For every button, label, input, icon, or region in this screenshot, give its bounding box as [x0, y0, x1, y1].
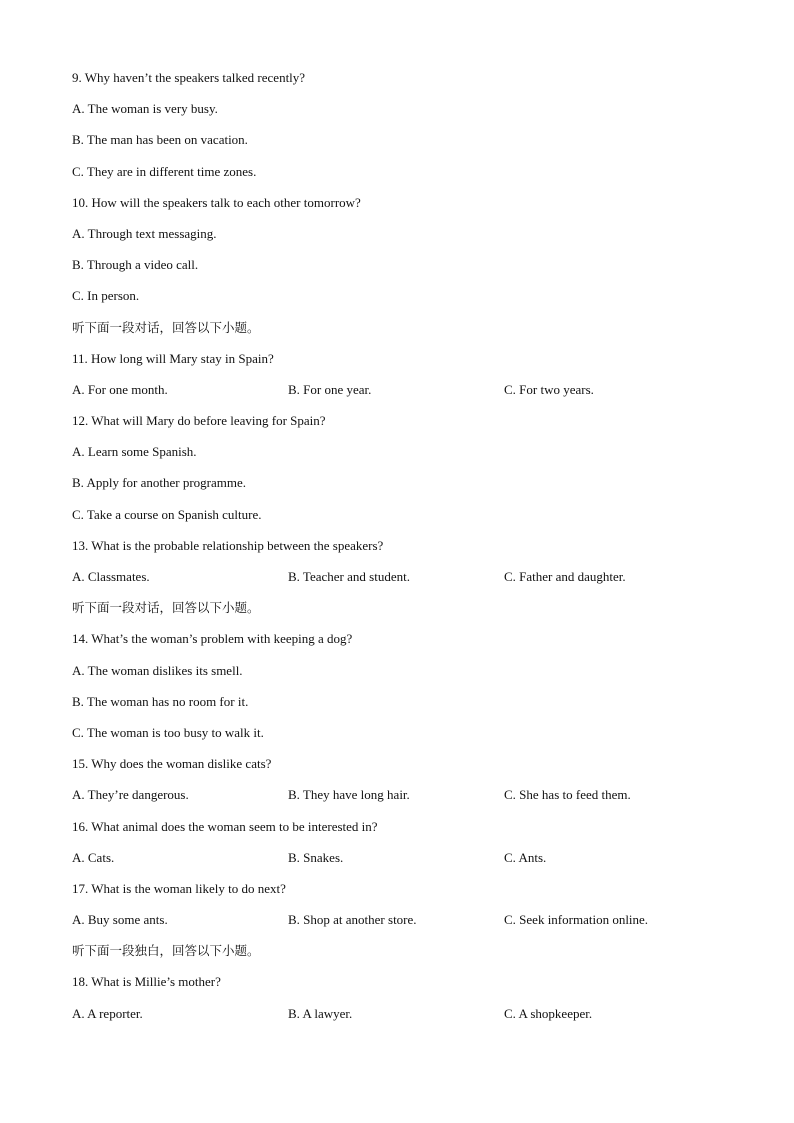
option-15a: A. They’re dangerous. [72, 787, 189, 803]
option-9a: A. The woman is very busy. [72, 101, 218, 117]
option-14c: C. The woman is too busy to walk it. [72, 724, 264, 740]
option-13a: A. Classmates. [72, 569, 150, 584]
option-10b: B. Through a video call. [72, 257, 199, 273]
option-15c: C. She has to feed them. [504, 787, 631, 803]
question-9: 9. Why haven’t the speakers talked recently? [72, 70, 306, 85]
option-9b: B. The man has been on vacation. [72, 132, 248, 148]
option-10c: C. In person. [72, 288, 140, 304]
option-17b: B. Shop at another store. [288, 912, 417, 928]
options-17 [72, 904, 732, 935]
option-13c: C. Father and daughter. [504, 569, 626, 584]
section-instruction: 听下面一段对话，回答以下小题。 [72, 319, 260, 335]
option-18b: B. A lawyer. [288, 1005, 353, 1021]
option-18a: A. A reporter. [72, 1005, 143, 1021]
options-15 [72, 779, 732, 810]
question-12: 12. What will Mary do before leaving for Spain? [72, 413, 326, 429]
question-18: 18. What is Millie’s mother? [72, 974, 221, 990]
option-13b: B. Teacher and student. [288, 569, 410, 584]
option-18c: C. A shopkeeper. [504, 1005, 593, 1021]
section-instruction: 听下面一段独白，回答以下小题。 [72, 943, 260, 959]
question-17: 17. What is the woman likely to do next? [72, 880, 286, 896]
question-16: 16. What animal does the woman seem to be interested in? [72, 818, 378, 834]
exam-page [72, 62, 732, 1029]
question-13: 13. What is the probable relationship between the speakers? [72, 537, 384, 553]
question-14: 14. What’s the woman’s problem with keeping a dog? [72, 631, 353, 647]
option-12c: C. Take a course on Spanish culture. [72, 506, 262, 522]
option-11b: B. For one year. [288, 381, 372, 397]
option-17c: C. Seek information online. [504, 912, 649, 928]
options-13 [72, 561, 732, 592]
options-18 [72, 998, 732, 1029]
option-9c: C. They are in different time zones. [72, 163, 257, 179]
question-10: 10. How will the speakers talk to each other tomorrow? [72, 194, 361, 210]
option-16b: B. Snakes. [288, 849, 344, 865]
option-11a: A. For one month. [72, 381, 168, 397]
option-12a: A. Learn some Spanish. [72, 444, 197, 460]
option-16c: C. Ants. [504, 849, 547, 865]
question-11: 11. How long will Mary stay in Spain? [72, 350, 274, 366]
option-14b: B. The woman has no room for it. [72, 693, 249, 709]
section-instruction: 听下面一段对话，回答以下小题。 [72, 600, 260, 616]
option-10a: A. Through text messaging. [72, 225, 217, 241]
option-12b: B. Apply for another programme. [72, 475, 247, 491]
option-14a: A. The woman dislikes its smell. [72, 662, 243, 678]
option-17a: A. Buy some ants. [72, 912, 168, 928]
option-11c: C. For two years. [504, 381, 594, 397]
question-15: 15. Why does the woman dislike cats? [72, 756, 272, 772]
options-11 [72, 374, 732, 405]
option-15b: B. They have long hair. [288, 787, 410, 803]
options-16 [72, 842, 732, 873]
option-16a: A. Cats. [72, 849, 115, 865]
